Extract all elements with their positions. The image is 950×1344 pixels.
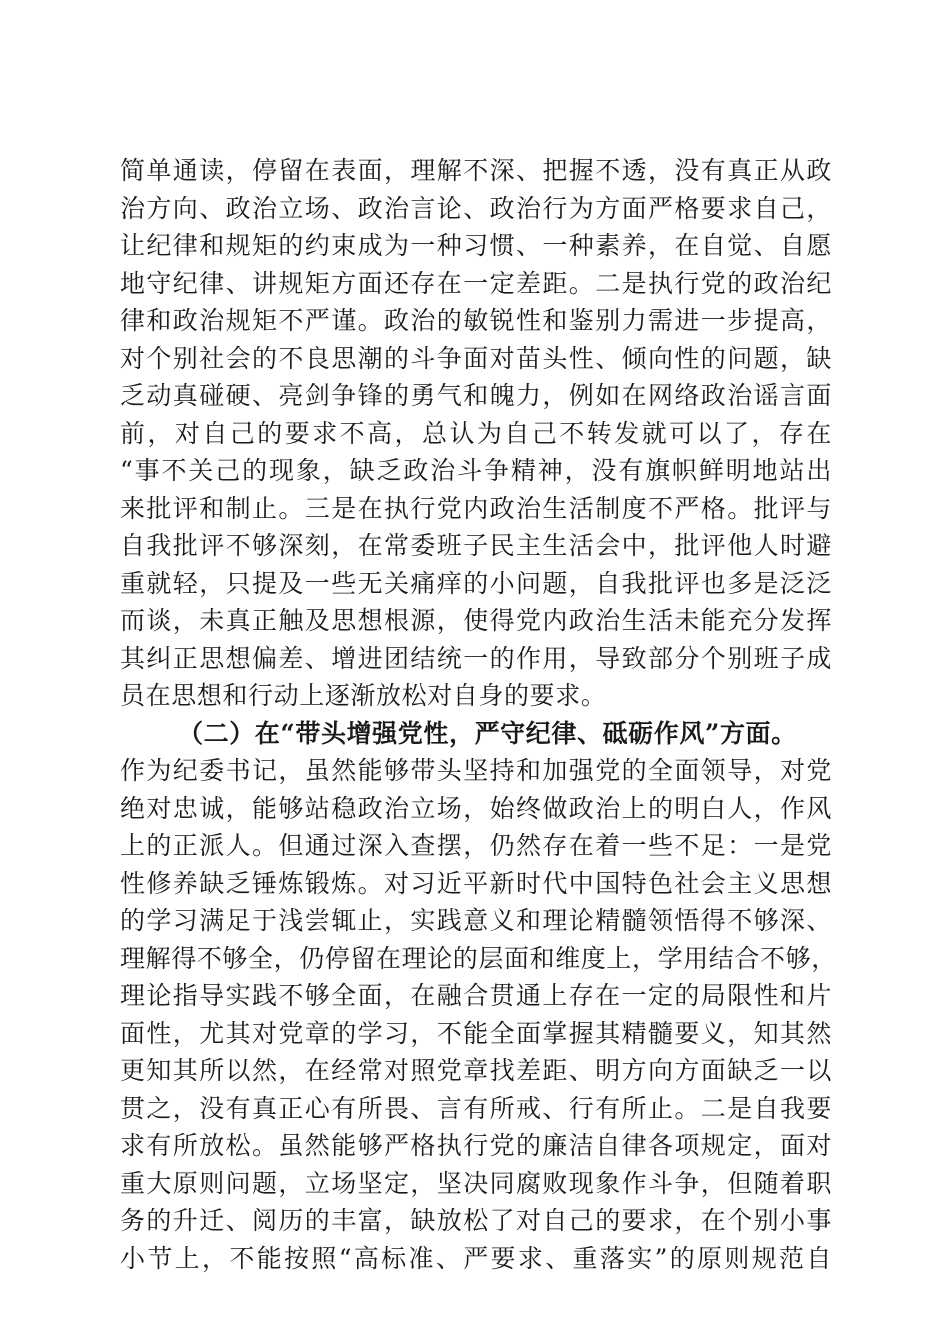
text-line: 简单通读，停留在表面，理解不深、把握不透，没有真正从政 [120,156,832,185]
text-line: 上的正派人。但通过深入查摆，仍然存在着一些不足：一是党 [120,831,832,860]
text-line: 小节上，不能按照“高标准、严要求、重落实”的原则规范自 [120,1243,832,1273]
text-line: 员在思想和行动上逐渐放松对自身的要求。 [120,681,607,710]
text-line: 求有所放松。虽然能够严格执行党的廉洁自律各项规定，面对 [120,1131,832,1160]
text-line: 更知其所以然，在经常对照党章找差距、明方向方面缺乏一以 [120,1056,832,1085]
text-line: 自我批评不够深刻，在常委班子民主生活会中，批评他人时避 [120,531,832,560]
text-line: 治方向、政治立场、政治言论、政治行为方面严格要求自己， [120,193,832,223]
text-line: 务的升迁、阅历的丰富，缺放松了对自己的要求，在个别小事 [120,1206,832,1235]
text-line: 重就轻，只提及一些无关痛痒的小问题，自我批评也多是泛泛 [120,568,832,598]
text-line: 性修养缺乏锤炼锻炼。对习近平新时代中国特色社会主义思想 [120,868,832,898]
text-line: 贯之，没有真正心有所畏、言有所戒、行有所止。二是自我要 [120,1093,832,1123]
text-line: 而谈，未真正触及思想根源，使得党内政治生活未能充分发挥 [120,606,832,635]
text-line: 重大原则问题，立场坚定，坚决同腐败现象作斗争，但随着职 [120,1168,832,1198]
text-line: 乏动真碰硬、亮剑争锋的勇气和魄力，例如在网络政治谣言面 [120,381,832,410]
text-line: “事不关己的现象，缺乏政治斗争精神，没有旗帜鲜明地站出 [120,456,832,485]
text-line: 其纠正思想偏差、增进团结统一的作用，导致部分个别班子成 [120,643,832,673]
text-line: 来批评和制止。三是在执行党内政治生活制度不严格。批评与 [120,493,832,523]
section-heading: （二）在“带头增强党性，严守纪律、砥砺作风”方面。 [178,718,797,748]
text-line: 面性，尤其对党章的学习，不能全面掌握其精髓要义，知其然 [120,1018,832,1048]
text-line: 绝对忠诚，能够站稳政治立场，始终做政治上的明白人，作风 [120,793,832,823]
text-line: 前，对自己的要求不高，总认为自己不转发就可以了，存在 [120,418,832,448]
text-line: 理解得不够全，仍停留在理论的层面和维度上，学用结合不够， [120,943,837,973]
text-line: 理论指导实践不够全面，在融合贯通上存在一定的局限性和片 [120,981,832,1010]
text-line: 让纪律和规矩的约束成为一种习惯、一种素养，在自觉、自愿 [120,231,832,260]
text-line: 对个别社会的不良思潮的斗争面对苗头性、倾向性的问题，缺 [120,343,832,373]
text-line: 地守纪律、讲规矩方面还存在一定差距。二是执行党的政治纪 [120,268,832,298]
document-body [120,152,837,1277]
text-line: 律和政治规矩不严谨。政治的敏锐性和鉴别力需进一步提高， [120,306,832,335]
text-line: 的学习满足于浅尝辄止，实践意义和理论精髓领悟得不够深、 [120,906,832,935]
text-line: 作为纪委书记，虽然能够带头坚持和加强党的全面领导，对党 [120,756,832,785]
